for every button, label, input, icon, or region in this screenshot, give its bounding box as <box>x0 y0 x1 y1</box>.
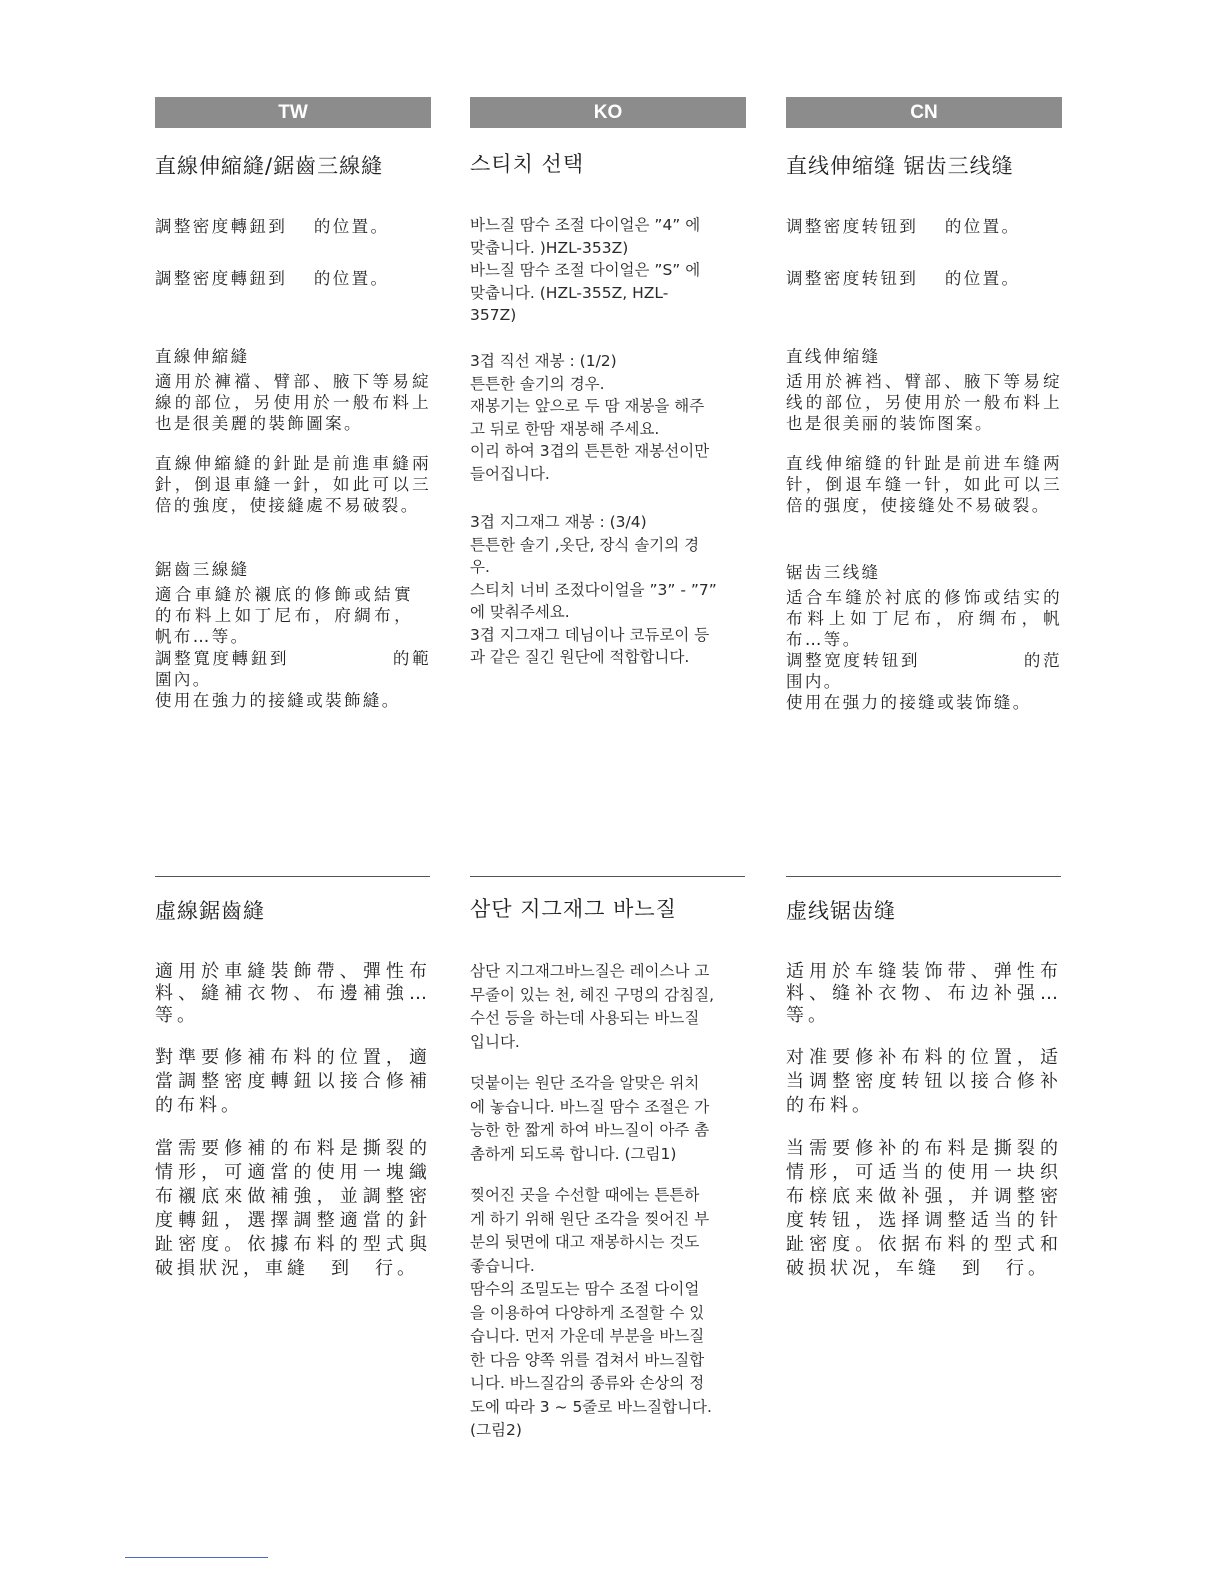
tw-zigzag-p1: 適合車縫於襯底的修飾或結實的布料上如丁尼布，府綢布，帆布…等。 <box>155 585 413 646</box>
ko-zigzag-line: 3겹 지그재그 재봉 : (3/4) <box>470 513 647 531</box>
ko-zigzag-line: 3겹 지그재그 데님이나 코듀로이 등 <box>470 625 710 644</box>
tw-zigzag-p3: 使用在強力的接縫或裝飾縫。 <box>155 691 401 710</box>
ko-darning-line: 게 하기 위해 원단 조각을 찢어진 부 <box>470 1209 710 1228</box>
ko-dial-line: 맞춥니다. )HZL-353Z) <box>470 238 629 257</box>
ko-dial-line: 357Z) <box>470 306 517 324</box>
ko-straight-line: 튼튼한 솔기의 경우. <box>470 374 605 393</box>
tw-zigzag-heading: 鋸齒三線縫 <box>155 560 250 579</box>
cn-zigzag-p2: 调整宽度转钮到 的范围内。 <box>786 651 1062 691</box>
tw-darning-p3: 當需要修補的布料是撕裂的情形，可適當的使用一塊織布襯底來做補強，並調整密度轉鈕，選擇調整適當的針趾密度。依據布料的型式與破損狀況，車縫 到 行。 <box>155 1138 431 1279</box>
cn-density-1: 调整密度转钮到 的位置。 <box>786 217 1021 236</box>
cn-zigzag-p3: 使用在强力的接缝或装饰缝。 <box>786 693 1032 712</box>
cn-darning-p1: 适用於车缝装饰带、弹性布料、缝补衣物、布边补强…等。 <box>786 961 1062 1026</box>
ko-straight-line: 3겹 직선 재봉 : (1/2) <box>470 352 617 370</box>
ko-dial-line: 바느질 땀수 조절 다이얼은 ”4” 에 <box>470 216 701 234</box>
ko-darning-line: 에 놓습니다. 바느질 땀수 조절은 가 <box>470 1097 710 1116</box>
tw-density-2: 調整密度轉鈕到 的位置。 <box>155 269 390 288</box>
ko-zigzag-line: 과 같은 질긴 원단에 적합합니다. <box>470 648 690 666</box>
cn-zigzag-heading: 锯齿三线缝 <box>786 563 881 582</box>
ko-darning-line: 능한 한 짧게 하여 바느질이 아주 촘 <box>470 1121 710 1139</box>
cn-darning-p3: 当需要修补的布料是撕裂的情形，可适当的使用一块织布榇底来做补强，并调整密度转钮，选择调整适当的针趾密度。依据布料的型式和破损状况，车缝 到 行。 <box>786 1138 1062 1279</box>
tw-straight-heading: 直線伸縮縫 <box>155 347 250 366</box>
ko-straight-line: 들어집니다. <box>470 464 550 483</box>
ko-darning-p3 <box>470 1184 746 1443</box>
tw-darning-p1: 適用於車縫裝飾帶、彈性布料、縫補衣物、布邊補強…等。 <box>155 961 431 1026</box>
divider-cn <box>786 876 1061 877</box>
tw-zigzag-p2: 調整寬度轉鈕到 的範圍內。 <box>155 649 431 689</box>
tw-section2-title: 虛線鋸齒縫 <box>155 899 265 923</box>
ko-darning-line: 도에 따라 3 ~ 5줄로 바느질합니다. <box>470 1397 712 1416</box>
ko-darning-line: 한 다음 양쪽 위를 겹쳐서 바느질합 <box>470 1350 705 1369</box>
ko-section1-title: 스티치 선택 <box>470 152 585 176</box>
ko-darning-line: 좋습니다. <box>470 1256 535 1275</box>
ko-zigzag-line: 우. <box>470 558 490 576</box>
divider-ko <box>470 876 745 877</box>
divider-tw <box>155 876 430 877</box>
ko-dial-line: 바느질 땀수 조절 다이얼은 ”S” 에 <box>470 261 701 279</box>
cn-density-2: 调整密度转钮到 的位置。 <box>786 269 1021 288</box>
tw-darning-p2: 對準要修補布料的位置，適當調整密度轉鈕以接合修補的布料。 <box>155 1047 431 1116</box>
ko-darning-line: 찢어진 곳을 수선할 때에는 튼튼하 <box>470 1186 700 1204</box>
ko-zigzag-line: 스티치 너비 조젔다이얼을 ”3” - ”7” <box>470 580 717 599</box>
ko-darning-line: 무줄이 있는 천, 헤진 구멍의 감침질, <box>470 985 715 1004</box>
ko-straight-paragraph <box>470 350 746 485</box>
cn-straight-heading: 直线伸缩缝 <box>786 347 881 366</box>
ko-darning-line: 수선 등을 하는데 사용되는 바느질 <box>470 1009 700 1027</box>
ko-zigzag-paragraph <box>470 511 746 669</box>
ko-straight-line: 이리 하여 3겹의 튼튼한 재봉선이만 <box>470 442 710 460</box>
tw-straight-p2: 直線伸縮縫的針趾是前進車縫兩針，倒退車縫一針，如此可以三倍的強度，使接縫處不易破裂。 <box>155 454 431 515</box>
ko-darning-p1 <box>470 960 746 1054</box>
tw-section1-title: 直線伸縮縫/鋸齒三線縫 <box>155 154 384 178</box>
ko-zigzag-line: 에 맞춰주세요. <box>470 603 570 621</box>
ko-dial-line: 맞춥니다. (HZL-355Z, HZL- <box>470 283 669 302</box>
ko-darning-line: (그림2) <box>470 1421 522 1439</box>
ko-darning-line: 니다. 바느질감의 종류와 손상의 정 <box>470 1374 705 1392</box>
ko-darning-line: 삼단 지그재그바느질은 레이스나 고 <box>470 962 710 980</box>
ko-darning-line: 덧붙이는 원단 조각을 알맞은 위치 <box>470 1074 700 1092</box>
ko-darning-line: 분의 뒷면에 대고 재봉하시는 것도 <box>470 1233 700 1251</box>
ko-dial-paragraph <box>470 214 746 327</box>
footer-link-underline <box>125 1557 268 1558</box>
ko-darning-line: 습니다. 먼저 가운데 부분을 바느질 <box>470 1327 705 1345</box>
cn-section1-title: 直线伸缩缝 锯齿三线缝 <box>786 154 1014 178</box>
tw-straight-p1: 適用於褲襠、臂部、腋下等易綻線的部位，另使用於一般布料上也是很美麗的裝飾圖案。 <box>155 372 431 433</box>
ko-section2-title: 삼단 지그재그 바느질 <box>470 897 677 921</box>
ko-straight-line: 재봉기는 앞으로 두 땀 재봉을 해주 <box>470 397 705 415</box>
ko-darning-line: 촘하게 되도록 합니다. (그림1) <box>470 1144 677 1163</box>
ko-straight-line: 고 뒤로 한땀 재봉해 주세요. <box>470 419 660 438</box>
header-tw: TW <box>155 97 431 128</box>
ko-darning-line: 땀수의 조밀도는 땀수 조절 다이얼 <box>470 1280 700 1298</box>
ko-zigzag-line: 튼튼한 솔기 ,옷단, 장식 솔기의 경 <box>470 535 700 554</box>
cn-straight-p2: 直线伸缩缝的针趾是前进车缝两针，倒退车缝一针，如此可以三倍的强度，使接缝处不易破裂。 <box>786 454 1062 515</box>
cn-zigzag-p1: 适合车缝於衬底的修饰或结实的布料上如丁尼布，府绸布，帆布…等。 <box>786 588 1062 649</box>
header-ko: KO <box>470 97 746 128</box>
header-cn: CN <box>786 97 1062 128</box>
ko-darning-line: 을 이용하여 다양하게 조절할 수 있 <box>470 1303 705 1322</box>
cn-straight-p1: 适用於裤裆、臂部、腋下等易绽线的部位，另使用於一般布料上也是很美丽的装饰图案。 <box>786 372 1062 433</box>
cn-section2-title: 虚线锯齿缝 <box>786 899 896 923</box>
tw-density-1: 調整密度轉鈕到 的位置。 <box>155 217 390 236</box>
cn-darning-p2: 对准要修补布料的位置，适当调整密度转钮以接合修补的布料。 <box>786 1047 1062 1116</box>
ko-darning-p2 <box>470 1072 746 1166</box>
ko-darning-line: 입니다. <box>470 1032 520 1051</box>
